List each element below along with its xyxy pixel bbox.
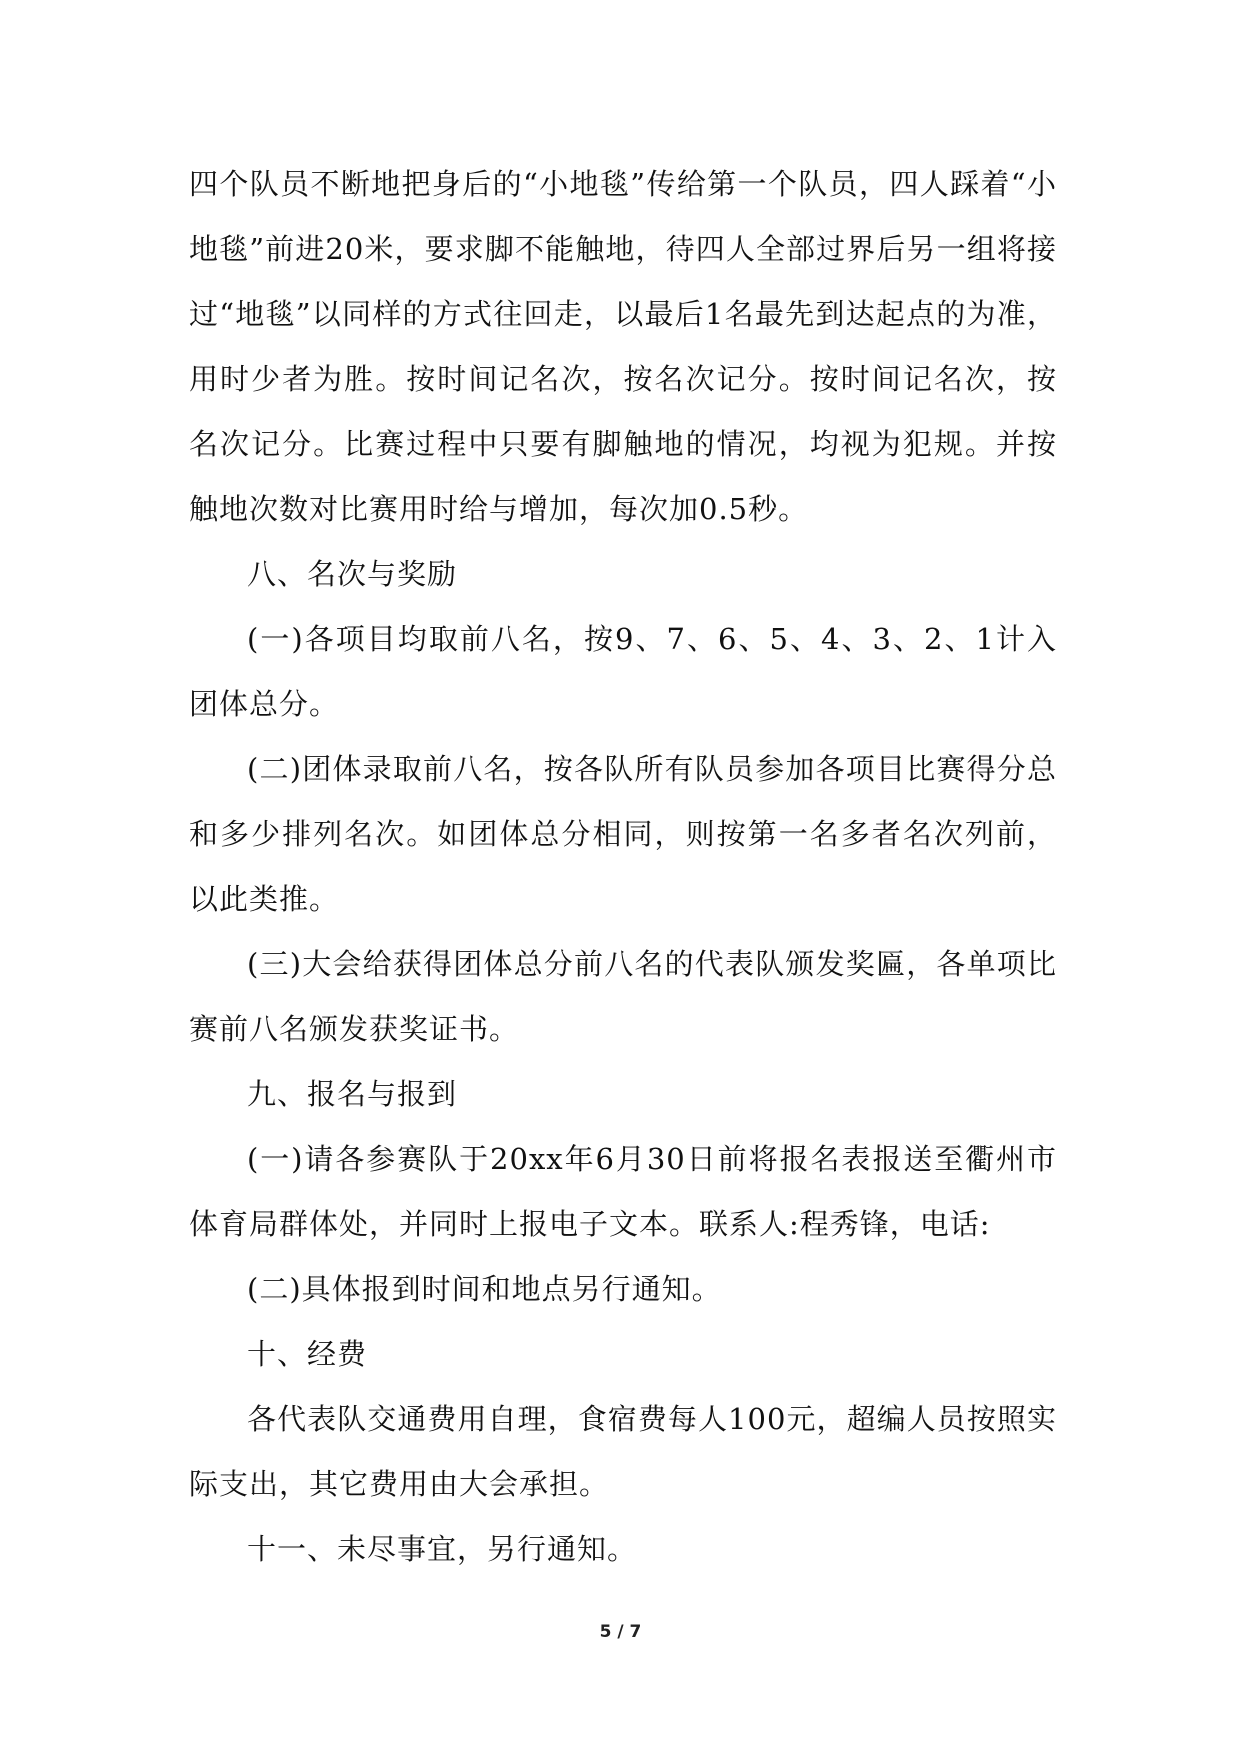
paragraph-team-ranking: (二)团体录取前八名，按各队所有队员参加各项目比赛得分总和多少排列名次。如团体总分相同，则按第一名多者名次列前，以此类推。 [189, 752, 1057, 916]
section-heading-other-matters: 十一、未尽事宜，另行通知。 [247, 1532, 638, 1566]
paragraph-registration-deadline: (一)请各参赛队于20xx年6月30日前将报名表报送至衢州市体育局群体处，并同时上报电子文本。联系人:程秀锋，电话: [189, 1142, 1057, 1241]
section-heading-funding: 十、经费 [247, 1337, 368, 1371]
document-body [189, 152, 1057, 1582]
paragraph-funding: 各代表队交通费用自理，食宿费每人100元，超编人员按照实际支出，其它费用由大会承担。 [189, 1402, 1057, 1501]
paragraph-scoring: (一)各项目均取前八名，按9、7、6、5、4、3、2、1计入团体总分。 [189, 622, 1058, 721]
paragraph-awards: (三)大会给获得团体总分前八名的代表队颁发奖匾，各单项比赛前八名颁发获奖证书。 [189, 947, 1057, 1046]
paragraph-rules-continued: 四个队员不断地把身后的“小地毯”传给第一个队员，四人踩着“小地毯”前进20米，要求脚不能触地，待四人全部过界后另一组将接过“地毯”以同样的方式往回走，以最后1名最先到达起点的为准，用时少者为胜。按时间记名次，按名次记分。按时间记名次，按名次记分。比赛过程中只要有脚触地的情况，均视为犯规。并按触地次数对比赛用时给与增加，每次加0.5秒。 [189, 167, 1057, 526]
section-heading-registration: 九、报名与报到 [247, 1077, 458, 1111]
section-heading-ranking-awards: 八、名次与奖励 [247, 557, 458, 591]
page-number: 5 / 7 [599, 1622, 642, 1642]
paragraph-check-in: (二)具体报到时间和地点另行通知。 [247, 1272, 722, 1306]
